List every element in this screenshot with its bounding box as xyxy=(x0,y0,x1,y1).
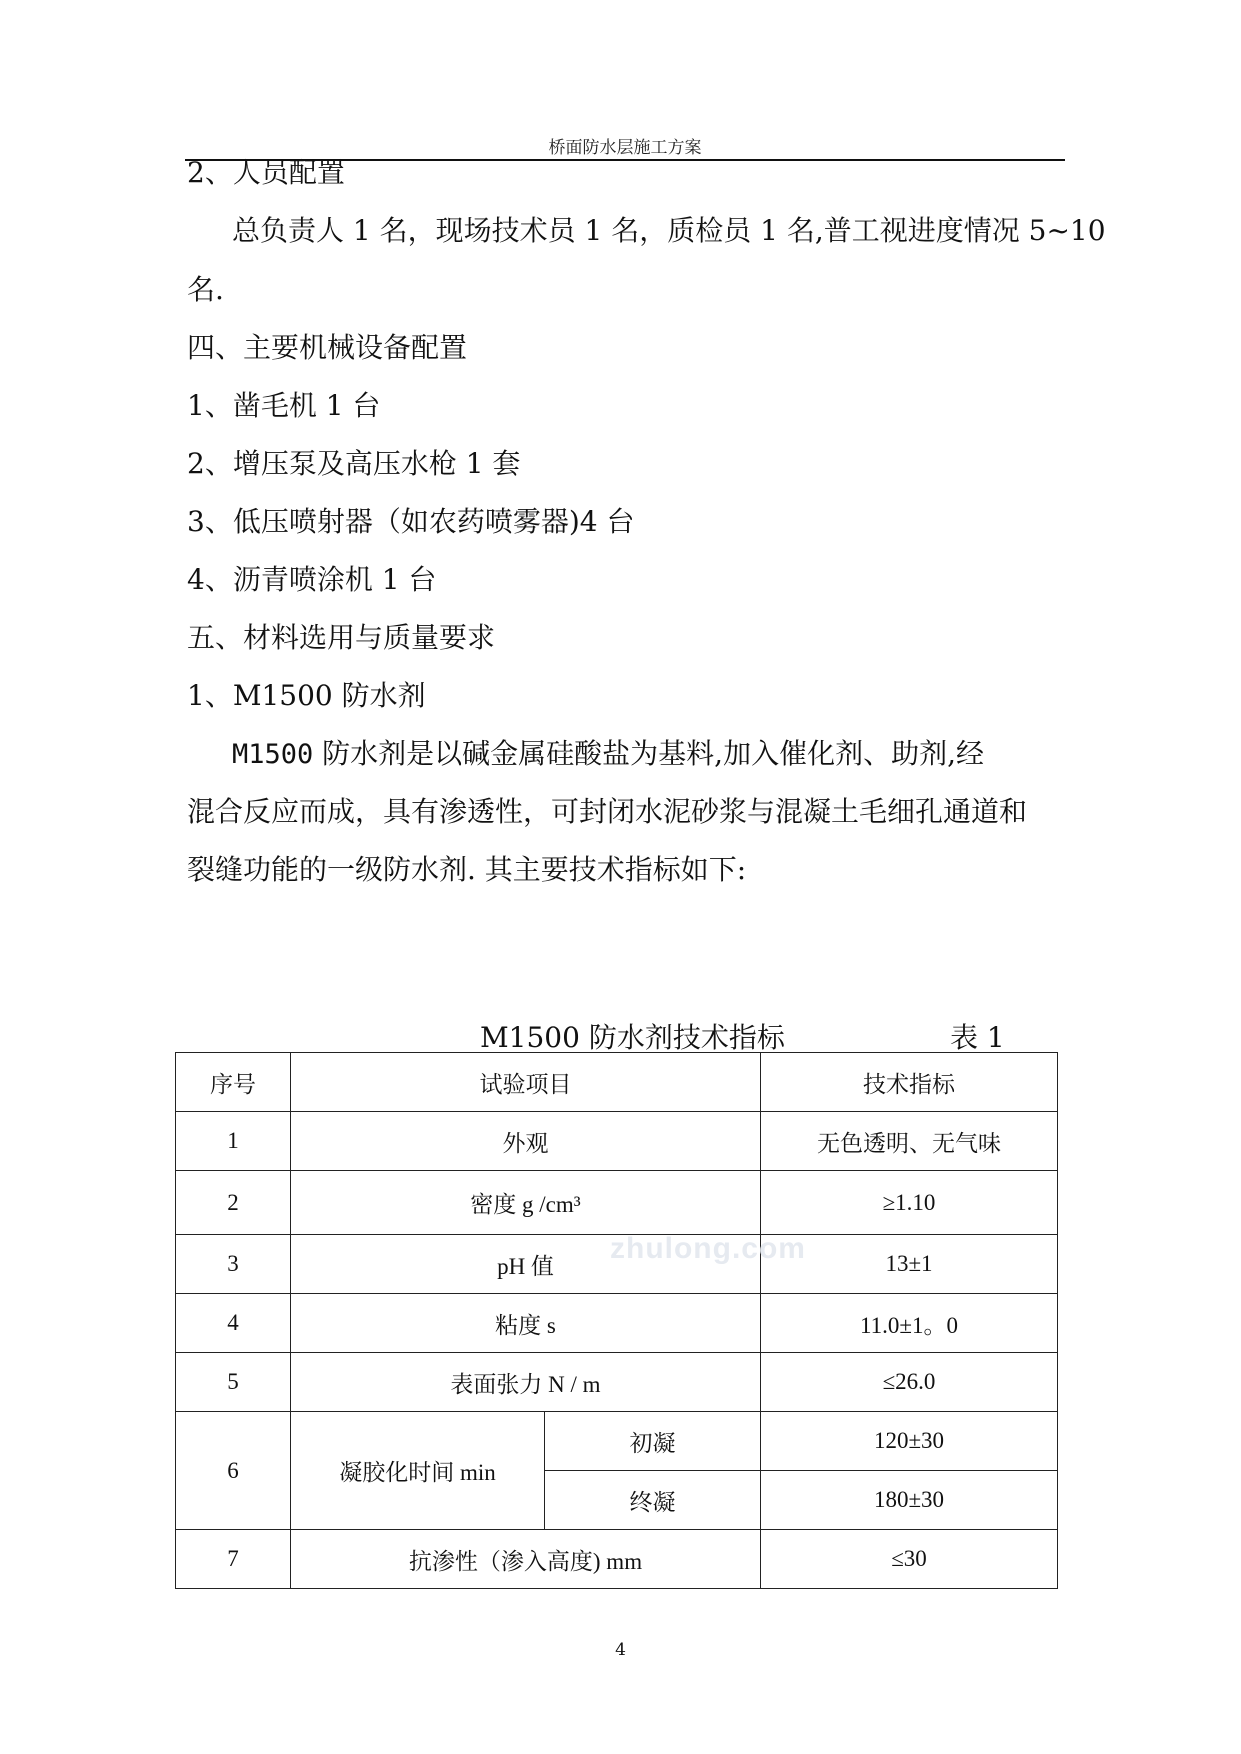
row-spec: 180±30 xyxy=(761,1471,1058,1530)
m1500-paragraph-line-2: 混合反应而成，具有渗透性，可封闭水泥砂浆与混凝土毛细孔通道和 xyxy=(187,795,1028,828)
row-spec: 无色透明、无气味 xyxy=(761,1112,1058,1171)
row-subitem: 初凝 xyxy=(545,1412,761,1471)
row-item: 密度 g /cm³ xyxy=(291,1171,761,1235)
table-row xyxy=(176,1412,1058,1471)
table-row xyxy=(176,1112,1058,1171)
row-item: 抗渗性（渗入高度) mm xyxy=(291,1530,761,1589)
table-caption: M1500 防水剂技术指标 xyxy=(480,1021,785,1054)
row-spec: ≤30 xyxy=(761,1530,1058,1589)
spec-table xyxy=(175,1052,1058,1589)
row-no: 5 xyxy=(176,1353,291,1412)
table-row xyxy=(176,1353,1058,1412)
section-heading-equipment: 四、主要机械设备配置 xyxy=(187,331,468,364)
section-heading-staffing: 2、人员配置 xyxy=(187,156,345,189)
equipment-item-1: 1、凿毛机 1 台 xyxy=(187,389,381,422)
page-number: 4 xyxy=(615,1640,626,1660)
page-header-title: 桥面防水层施工方案 xyxy=(548,138,702,158)
row-spec: ≤26.0 xyxy=(761,1353,1058,1412)
row-item: 表面张力 N / m xyxy=(291,1353,761,1412)
equipment-item-2: 2、增压泵及高压水枪 1 套 xyxy=(187,447,521,480)
table-row xyxy=(176,1530,1058,1589)
row-item: 凝胶化时间 min xyxy=(291,1412,545,1530)
header-cell-no: 序号 xyxy=(176,1053,291,1112)
table-row xyxy=(176,1294,1058,1353)
row-spec: 13±1 xyxy=(761,1235,1058,1294)
m1500-code: M1500 xyxy=(232,739,314,770)
table-header-row xyxy=(176,1053,1058,1112)
row-no: 2 xyxy=(176,1171,291,1235)
row-no: 6 xyxy=(176,1412,291,1530)
row-spec: ≥1.10 xyxy=(761,1171,1058,1235)
row-no: 7 xyxy=(176,1530,291,1589)
material-heading-m1500: 1、M1500 防水剂 xyxy=(187,679,426,712)
row-spec: 11.0±1。0 xyxy=(761,1294,1058,1353)
row-item: 粘度 s xyxy=(291,1294,761,1353)
row-no: 1 xyxy=(176,1112,291,1171)
m1500-paragraph-line-1 xyxy=(232,737,984,772)
row-subitem: 终凝 xyxy=(545,1471,761,1530)
row-no: 4 xyxy=(176,1294,291,1353)
row-no: 3 xyxy=(176,1235,291,1294)
header-cell-spec: 技术指标 xyxy=(761,1053,1058,1112)
m1500-paragraph-line-1-text: 防水剂是以碱金属硅酸盐为基料,加入催化剂、助剂,经 xyxy=(313,737,984,770)
row-item: 外观 xyxy=(291,1112,761,1171)
watermark: zhulong.com xyxy=(610,1232,806,1265)
m1500-paragraph-line-3: 裂缝功能的一级防水剂. 其主要技术指标如下: xyxy=(187,853,747,886)
table-caption-number: 表 1 xyxy=(950,1021,1005,1054)
header-cell-item: 试验项目 xyxy=(291,1053,761,1112)
staffing-paragraph-line-2: 名. xyxy=(187,273,224,306)
staffing-paragraph-line-1: 总负责人 1 名，现场技术员 1 名，质检员 1 名,普工视进度情况 5~10 xyxy=(232,214,1106,247)
equipment-item-4: 4、沥青喷涂机 1 台 xyxy=(187,563,437,596)
equipment-item-3: 3、低压喷射器（如农药喷雾器)4 台 xyxy=(187,505,635,538)
table-row xyxy=(176,1171,1058,1235)
row-item: pH 值 xyxy=(291,1235,761,1294)
section-heading-materials: 五、材料选用与质量要求 xyxy=(187,621,496,654)
row-spec: 120±30 xyxy=(761,1412,1058,1471)
